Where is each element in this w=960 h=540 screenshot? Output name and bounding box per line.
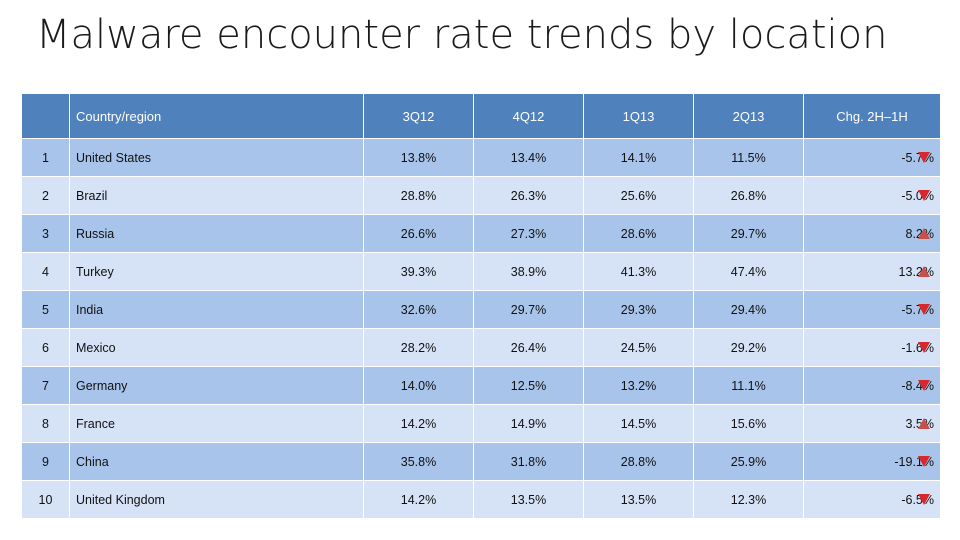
cell-4q12: 26.4% bbox=[474, 329, 584, 367]
cell-1q13: 29.3% bbox=[584, 291, 694, 329]
cell-3q12: 32.6% bbox=[364, 291, 474, 329]
cell-country: France bbox=[70, 405, 364, 443]
cell-country: China bbox=[70, 443, 364, 481]
change-value: -5.0% bbox=[901, 188, 934, 203]
cell-3q12: 28.8% bbox=[364, 177, 474, 215]
cell-country: Mexico bbox=[70, 329, 364, 367]
cell-rank: 5 bbox=[22, 291, 70, 329]
cell-2q13: 11.1% bbox=[694, 367, 804, 405]
cell-1q13: 25.6% bbox=[584, 177, 694, 215]
cell-4q12: 26.3% bbox=[474, 177, 584, 215]
cell-4q12: 13.5% bbox=[474, 481, 584, 519]
triangle-down-icon bbox=[918, 304, 930, 315]
header-rank bbox=[22, 94, 70, 139]
cell-4q12: 29.7% bbox=[474, 291, 584, 329]
table-row bbox=[22, 481, 941, 519]
cell-3q12: 14.2% bbox=[364, 481, 474, 519]
page-title: Malware encounter rate trends by location bbox=[36, 12, 888, 58]
cell-country: Brazil bbox=[70, 177, 364, 215]
malware-rate-table bbox=[21, 93, 941, 519]
cell-rank: 4 bbox=[22, 253, 70, 291]
cell-rank: 7 bbox=[22, 367, 70, 405]
triangle-down-icon bbox=[918, 380, 930, 391]
change-value: 3.5% bbox=[905, 416, 934, 431]
change-value: -6.5% bbox=[901, 492, 934, 507]
triangle-up-icon bbox=[918, 228, 930, 239]
cell-1q13: 28.8% bbox=[584, 443, 694, 481]
triangle-down-icon bbox=[918, 152, 930, 163]
table-row bbox=[22, 177, 941, 215]
cell-rank: 1 bbox=[22, 139, 70, 177]
cell-2q13: 47.4% bbox=[694, 253, 804, 291]
cell-4q12: 38.9% bbox=[474, 253, 584, 291]
cell-3q12: 28.2% bbox=[364, 329, 474, 367]
header-1q13: 1Q13 bbox=[584, 94, 694, 139]
triangle-up-icon bbox=[918, 418, 930, 429]
cell-3q12: 13.8% bbox=[364, 139, 474, 177]
cell-change bbox=[804, 367, 941, 405]
header-2q13: 2Q13 bbox=[694, 94, 804, 139]
cell-country: Turkey bbox=[70, 253, 364, 291]
table-row bbox=[22, 291, 941, 329]
triangle-down-icon bbox=[918, 190, 930, 201]
table-row bbox=[22, 139, 941, 177]
triangle-down-icon bbox=[918, 342, 930, 353]
cell-2q13: 29.7% bbox=[694, 215, 804, 253]
cell-1q13: 24.5% bbox=[584, 329, 694, 367]
table-row bbox=[22, 367, 941, 405]
table-header-row bbox=[22, 94, 941, 139]
table-row bbox=[22, 443, 941, 481]
cell-rank: 8 bbox=[22, 405, 70, 443]
change-value: 13.2% bbox=[898, 264, 934, 279]
cell-change bbox=[804, 481, 941, 519]
cell-2q13: 29.2% bbox=[694, 329, 804, 367]
cell-rank: 10 bbox=[22, 481, 70, 519]
change-value: 8.2% bbox=[905, 226, 934, 241]
cell-4q12: 31.8% bbox=[474, 443, 584, 481]
cell-rank: 2 bbox=[22, 177, 70, 215]
header-country: Country/region bbox=[70, 94, 364, 139]
cell-country: Germany bbox=[70, 367, 364, 405]
cell-2q13: 11.5% bbox=[694, 139, 804, 177]
cell-1q13: 41.3% bbox=[584, 253, 694, 291]
cell-3q12: 14.0% bbox=[364, 367, 474, 405]
cell-1q13: 14.1% bbox=[584, 139, 694, 177]
cell-change bbox=[804, 291, 941, 329]
cell-3q12: 39.3% bbox=[364, 253, 474, 291]
change-value: -19.1% bbox=[894, 454, 934, 469]
cell-country: India bbox=[70, 291, 364, 329]
cell-country: United States bbox=[70, 139, 364, 177]
cell-2q13: 12.3% bbox=[694, 481, 804, 519]
cell-4q12: 13.4% bbox=[474, 139, 584, 177]
cell-4q12: 12.5% bbox=[474, 367, 584, 405]
table-row bbox=[22, 329, 941, 367]
cell-change bbox=[804, 405, 941, 443]
change-value: -1.6% bbox=[901, 340, 934, 355]
cell-4q12: 14.9% bbox=[474, 405, 584, 443]
triangle-down-icon bbox=[918, 494, 930, 505]
cell-change bbox=[804, 443, 941, 481]
cell-country: Russia bbox=[70, 215, 364, 253]
change-value: -8.4% bbox=[901, 378, 934, 393]
cell-rank: 9 bbox=[22, 443, 70, 481]
cell-3q12: 35.8% bbox=[364, 443, 474, 481]
cell-change bbox=[804, 177, 941, 215]
table-row bbox=[22, 405, 941, 443]
cell-3q12: 14.2% bbox=[364, 405, 474, 443]
cell-change bbox=[804, 253, 941, 291]
cell-change bbox=[804, 139, 941, 177]
cell-2q13: 26.8% bbox=[694, 177, 804, 215]
table-row bbox=[22, 215, 941, 253]
cell-1q13: 13.5% bbox=[584, 481, 694, 519]
cell-2q13: 29.4% bbox=[694, 291, 804, 329]
header-change: Chg. 2H–1H bbox=[804, 94, 941, 139]
cell-change bbox=[804, 215, 941, 253]
cell-rank: 3 bbox=[22, 215, 70, 253]
header-4q12: 4Q12 bbox=[474, 94, 584, 139]
cell-4q12: 27.3% bbox=[474, 215, 584, 253]
cell-2q13: 25.9% bbox=[694, 443, 804, 481]
change-value: -5.7% bbox=[901, 150, 934, 165]
triangle-down-icon bbox=[918, 456, 930, 467]
cell-rank: 6 bbox=[22, 329, 70, 367]
header-3q12: 3Q12 bbox=[364, 94, 474, 139]
cell-3q12: 26.6% bbox=[364, 215, 474, 253]
change-value: -5.7% bbox=[901, 302, 934, 317]
cell-change bbox=[804, 329, 941, 367]
cell-1q13: 28.6% bbox=[584, 215, 694, 253]
cell-country: United Kingdom bbox=[70, 481, 364, 519]
triangle-up-icon bbox=[918, 266, 930, 277]
table-row bbox=[22, 253, 941, 291]
cell-1q13: 13.2% bbox=[584, 367, 694, 405]
cell-2q13: 15.6% bbox=[694, 405, 804, 443]
cell-1q13: 14.5% bbox=[584, 405, 694, 443]
